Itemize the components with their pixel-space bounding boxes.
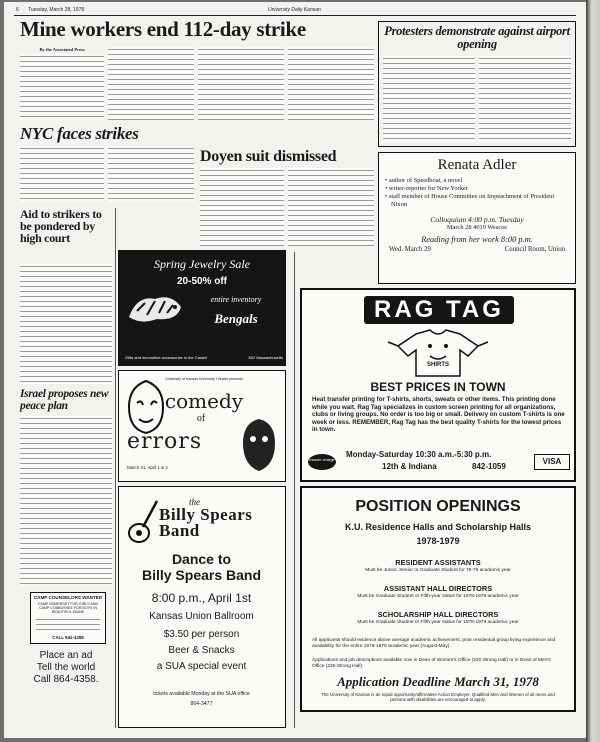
doyen-text-col1 [200,168,284,246]
jewelry-discount: 20-50% off [176,276,227,287]
jewelry-footer: Gifts and decorative accessories in the Castell [125,355,208,360]
billy-venue: Kansas Union Ballroom [149,611,254,622]
folio-date: Tuesday, March 28, 1978 [28,7,85,13]
positions-eeo-footer: The University of Kansas is an equal opportunity/affirmative Action Employer. Qualified Men and Women of all races and persons with disabilities are encouraged to apply. [321,692,555,702]
renata-reading-date: Wed. March 29 [389,246,431,253]
billy-beer: Beer & Snacks [168,645,235,656]
comedy-of-errors-ad [118,370,286,482]
protesters-headline: Protesters demonstrate against airport opening [384,24,570,51]
folio-paper-name: University Daily Kansan [268,7,321,13]
classified-line2: Tell the world [36,662,96,673]
nyc-text-col2 [108,146,194,202]
billy-sua: a SUA special event [156,661,247,672]
renata-reading-place: Council Room, Union [504,246,565,253]
camp-ad-fine-print [36,617,100,633]
aid-headline: Aid to strikers to be pondered by high court [20,207,102,245]
positions-years: 1978-1979 [416,536,460,546]
face-mask-icon [237,415,281,475]
positions-section-2: ASSISTANT HALL DIRECTORS [383,584,493,593]
jewelry-store-logo: Bengals [214,311,258,326]
jewelry-title: Spring Jewelry Sale [154,257,250,271]
nyc-headline: NYC faces strikes [20,124,139,143]
comedy-dates: March 31, April 1 & 2 [127,465,168,470]
rag-tag-phone: 842-1059 [472,462,506,471]
comedy-presenter: University of Kansas University Theatre presents [165,377,243,381]
billy-time: 8:00 p.m., April 1st [151,591,252,605]
positions-deadline: Application Deadline March 31, 1978 [337,674,539,689]
positions-subtitle: K.U. Residence Halls and Scholarship Halls [344,522,532,532]
positions-applications: Applications and job descriptions available now in Dean of Women's Office (220 Strong Hall) or in Dean of Men's Office (226 Strong Hall). [312,658,551,669]
renata-reading-row [385,246,569,253]
mine-text-col2 [108,47,194,120]
rag-tag-logo: RAG TAG [364,296,514,324]
comedy-title-word3: errors [127,429,203,454]
positions-section-3-text: Must be Graduate Student or Fifth-year status for 1978-1979 academic year [357,620,519,625]
positions-section-2-text: Must be Graduate Student or Fifth-year status for 1978-1979 academic year [357,594,519,599]
billy-phone: 864-3477 [190,701,213,707]
tiger-illustration-icon [127,287,183,327]
rag-tag-address: 12th & Indiana [382,462,437,471]
comedy-title-word2: of [196,413,206,424]
visa-logo: VISA [534,454,570,470]
classified-line1: Place an ad [39,650,93,661]
renata-bullet-3: • staff member of House Committee on Impeachment of President Nixon [385,193,555,208]
newspaper-page [4,2,586,738]
billy-tickets: tickets available Monday at the SUA office [153,691,250,697]
positions-requirements: All applicants should evidence above average academic achievement, prior residential group living experience and availability for the entire 1978-1979 academic year (August-May). [312,638,556,649]
adjacent-page-edge [586,0,600,742]
mine-byline: By the Associated Press [39,47,85,52]
positions-section-3: SCHOLARSHIP HALL DIRECTORS [377,610,499,619]
classified-line3: Call 864-4358. [33,674,99,685]
comedy-title-word1: comedy [164,389,244,413]
israel-text [20,416,112,586]
jewelry-sale-ad [118,250,286,366]
camp-counselors-ad [30,592,106,644]
protesters-story-box [378,21,576,147]
mine-headline: Mine workers end 112-day strike [20,17,306,41]
billy-price: $3.50 per person [163,629,240,640]
jewelry-address: 802 Massachusetts [248,355,283,360]
rag-tag-tagline: BEST PRICES IN TOWN [370,380,506,394]
renata-event-place: March 28 4019 Wescoe [446,224,508,231]
positions-title: POSITION OPENINGS [355,498,521,515]
rag-tag-body-4: REMEMBER, Rag Tag has the best quality T-shirts for the lowest prices in town. [312,418,562,434]
rag-tag-body-3: Delivery on custom T-shirts is one week or less. [312,411,565,426]
mine-text-col1 [20,54,104,120]
camp-ad-title: CAMP COUNSELORS WANTED [33,595,103,600]
folio-page-number: 6 [16,7,19,13]
renata-bullets [385,177,569,209]
renata-event: Colloquium 4:00 p.m. Tuesday [430,215,524,224]
mine-text-col4 [288,47,374,120]
billy-dance-to: Dance to [171,551,232,567]
positions-section-1: RESIDENT ASSISTANTS [395,558,481,567]
israel-headline: Israel proposes new peace plan [20,388,109,412]
rag-tag-body-2: Rag Tag specializes in custom screen printing for all organizations, clubs or living groups. No order is too big or small. [312,403,556,419]
camp-ad-phone: CALL 842-4358 [52,634,84,640]
protesters-text-col2 [479,56,571,142]
billy-band-name: Billy Spears Band [141,567,262,583]
jewelry-line: entire inventory [210,295,262,304]
renata-bullet-2: • writer-reporter for New Yorker [385,185,468,192]
positions-section-1-text: Must be Junior, Senior or Graduate Student for 78-79 academic year [365,568,511,573]
doyen-text-col2 [288,168,374,246]
mine-text-col3 [198,47,284,120]
camp-ad-text: CAMP SOMERSET FOR GIRLS AND CAMP COBBOSSEE FOR BOYS IN BEAUTIFUL MAINE [37,602,99,615]
rag-tag-shirts-label: SHIRTS [426,362,449,368]
billy-logo-the: the [189,497,200,507]
rag-tag-hours: Monday-Saturday 10:30 a.m.-5:30 p.m. [346,450,492,459]
master-charge-logo: master charge [308,454,336,470]
rag-tag-ad [300,288,576,482]
aid-text [20,264,112,384]
renata-reading: Reading from her work 8:00 p.m. [421,235,533,244]
guitar-icon [125,497,161,545]
rag-tag-body-1: Heat transfer printing for T-shirts, shorts, sweats or other items. This printing done while you wait. [312,396,556,411]
rag-tag-body [312,396,566,434]
doyen-headline: Doyen suit dismissed [200,148,337,165]
renata-adler-ad [378,152,576,284]
renata-title: Renata Adler [437,157,517,173]
position-openings-ad [300,486,576,712]
renata-bullet-1: • author of Speedboat, a novel [385,177,463,184]
nyc-text-col1 [20,146,104,202]
classified-promo [20,650,112,686]
billy-spears-ad [118,486,286,728]
protesters-text-col1 [383,56,475,142]
billy-band-logo: Billy Spears Band [159,505,253,540]
t-shirt-mascot-icon [386,328,490,378]
